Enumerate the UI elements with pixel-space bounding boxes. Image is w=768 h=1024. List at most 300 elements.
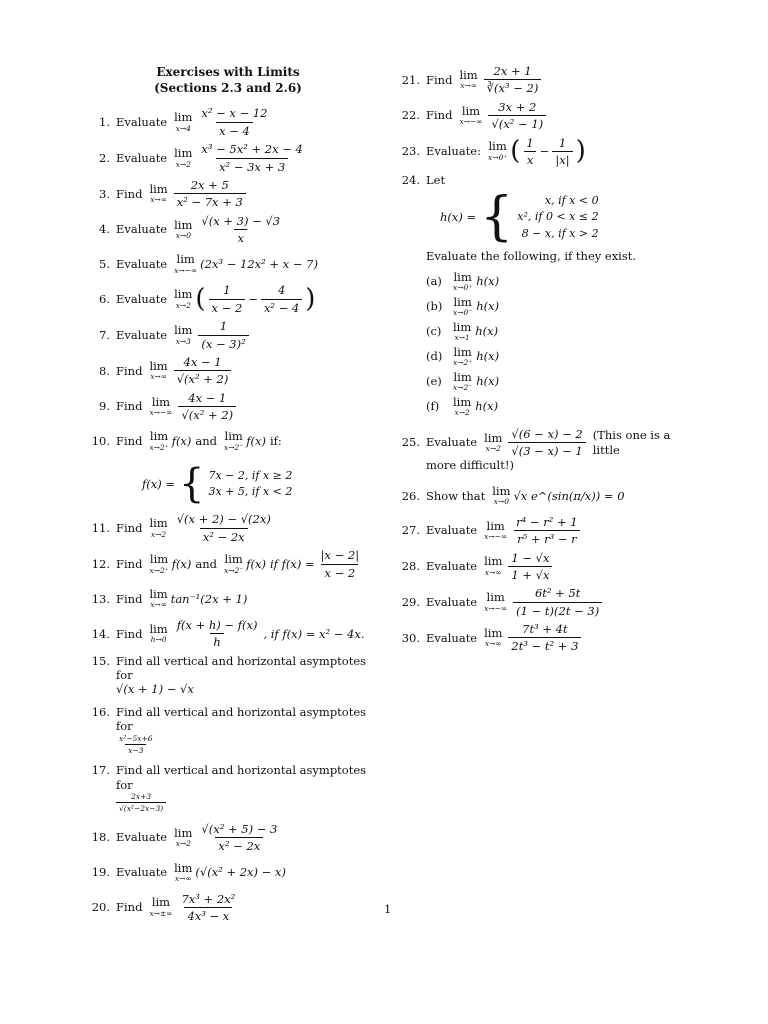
exercise-verb: Find [116, 591, 143, 606]
numerator: r⁴ − r² + 1 [516, 514, 578, 529]
limit-operator [174, 325, 192, 345]
limit-operator [224, 554, 243, 574]
exercise-verb: Find [426, 108, 453, 123]
exercise-15 [88, 654, 388, 697]
exercise-number: 20. [91, 900, 110, 915]
denominator: x − 2 [321, 564, 358, 580]
limit-operator [484, 592, 507, 612]
lim-text: lim [149, 181, 168, 196]
exercise-verb: Evaluate [116, 292, 168, 307]
sub-question-b [426, 295, 698, 319]
exercise-10 [88, 426, 388, 508]
lim-text: lim [149, 358, 168, 373]
exercise-number: 16. [91, 704, 110, 719]
limit-subscript: x→∞ [484, 567, 502, 577]
lim-text: lim [484, 625, 503, 640]
right-paren: ) [575, 136, 586, 167]
limit-operator [149, 897, 172, 917]
exercise-24 [398, 171, 698, 418]
exercise-number: 1. [99, 115, 110, 130]
limit-operator [453, 369, 473, 393]
numerator: 2x + 5 [190, 177, 229, 192]
fraction [174, 355, 232, 387]
limit-operator [149, 394, 173, 417]
exercise-number: 29. [401, 594, 420, 609]
function-expr: f(x) [171, 556, 192, 571]
limit-operator [174, 148, 192, 168]
lim-text: lim [224, 552, 243, 566]
exercise-verb: Show that [426, 488, 486, 503]
limit-subscript: x→2⁻ [224, 565, 244, 575]
function-expr: f(x) [246, 556, 266, 571]
fraction [484, 64, 542, 96]
denominator: √(x² − 1) [488, 115, 546, 131]
case-2: 3x + 5, if x < 2 [208, 485, 293, 499]
denominator: x² − 7x + 3 [174, 193, 246, 209]
exercise-verb: Find [116, 626, 143, 641]
fraction [513, 586, 602, 618]
numerator: x²−5x+6 [119, 733, 153, 743]
limit-operator [174, 289, 192, 309]
function-expr: f(x) [246, 434, 266, 449]
denominator: x−3 [125, 744, 146, 755]
numerator: 4 [277, 283, 286, 298]
limit-subscript: x→−∞ [174, 265, 198, 275]
sub-question-list [426, 270, 698, 419]
exercise-prompt: Evaluate the following, if they exist. [426, 249, 637, 264]
fraction [174, 618, 261, 650]
lim-text: lim [174, 825, 193, 840]
function-expr: h(x) [476, 274, 500, 289]
denominator: x² − 3x + 3 [216, 158, 288, 174]
fraction [508, 622, 581, 654]
piecewise-function [142, 461, 388, 508]
fraction [174, 178, 246, 210]
left-paren: ( [195, 284, 206, 315]
limit-operator [174, 825, 193, 849]
limit-subscript: x→2⁺ [453, 358, 473, 368]
exercise-3 [88, 178, 388, 210]
lim-text: lim [224, 429, 243, 444]
fraction [508, 551, 552, 583]
right-paren: ) [305, 284, 316, 315]
function-expr: h(x) [476, 349, 500, 364]
limit-operator [149, 181, 168, 205]
expression: √x e^(sin(π/x)) = 0 [513, 488, 625, 503]
limit-operator [453, 294, 473, 318]
sub-question-e [426, 370, 698, 394]
fraction [261, 283, 302, 315]
limit-subscript: x→4 [175, 123, 191, 133]
fraction [198, 142, 305, 174]
limit-subscript: x→2⁻ [224, 442, 244, 452]
left-brace: { [179, 461, 205, 508]
exercise-verb: Evaluate [426, 559, 478, 574]
limit-operator [224, 431, 243, 451]
exercise-number: 27. [401, 523, 420, 538]
exercise-verb: Find [116, 399, 143, 414]
conjunction: and [195, 434, 218, 449]
exercise-number: 14. [91, 626, 110, 641]
exercise-number: 17. [91, 763, 110, 778]
note-text-continued: more difficult!) [426, 458, 514, 473]
exercise-verb: Find [116, 434, 143, 449]
exercise-18 [88, 822, 388, 854]
denominator: x − 2 [209, 299, 246, 315]
title-line-2: (Sections 2.3 and 2.6) [154, 81, 302, 96]
limit-subscript: x→±∞ [149, 908, 173, 918]
fraction [198, 106, 270, 138]
limit-operator [174, 217, 193, 240]
exercise-verb: Evaluate [116, 150, 168, 165]
cases [208, 468, 292, 501]
limit-subscript: x→3 [175, 336, 191, 346]
exercise-number: 30. [401, 630, 420, 645]
exercise-10-statement [88, 426, 388, 456]
denominator: x [234, 229, 247, 245]
lim-text: lim [486, 590, 505, 605]
exercise-number: 18. [91, 830, 110, 845]
sub-question-c [426, 320, 698, 344]
limit-operator [459, 103, 483, 127]
exercise-6 [88, 283, 388, 315]
limit-subscript: x→0⁺ [453, 283, 473, 293]
limit-subscript: x→0⁺ [488, 152, 508, 162]
numerator: 7t³ + 4t [522, 622, 568, 636]
denominator: √(x²−2x−3) [116, 802, 166, 813]
exercise-29 [398, 586, 698, 618]
denominator: x² − 4 [261, 299, 302, 315]
sub-label: (b) [426, 299, 443, 314]
limit-subscript: x→∞ [460, 81, 477, 91]
numerator: 2x+3 [131, 792, 152, 801]
exercise-verb: Evaluate: [426, 144, 481, 159]
limit-operator [149, 586, 168, 610]
exercise-number: 8. [99, 363, 110, 378]
expression: (2x³ − 12x² + x − 7) [200, 257, 318, 272]
exercise-verb: Find [116, 363, 143, 378]
lim-text: lim [174, 146, 193, 160]
title-line-1: Exercises with Limits [156, 65, 300, 79]
exercise-number: 9. [99, 399, 110, 414]
lim-text: lim [174, 110, 193, 125]
operator: − [539, 144, 550, 159]
exercise-number: 13. [91, 591, 110, 606]
fraction [552, 136, 572, 168]
exercise-17 [88, 763, 388, 814]
exercise-26 [398, 481, 698, 511]
limit-subscript: x→−∞ [149, 408, 173, 417]
lim-text: lim [149, 552, 169, 566]
left-paren: ( [510, 136, 521, 167]
exercise-verb: Let [426, 173, 446, 188]
note-text: (This one is a little [592, 428, 671, 457]
exercise-body [116, 705, 384, 756]
limit-operator [149, 621, 168, 645]
limit-operator [149, 431, 168, 451]
case-1: x, if x < 0 [544, 193, 599, 207]
exercise-number: 25. [401, 435, 420, 450]
limit-operator [149, 518, 167, 538]
limit-subscript: x→−∞ [459, 117, 483, 127]
limit-operator [484, 556, 502, 576]
numerator: 1 − √x [511, 550, 550, 565]
exercise-11 [88, 512, 388, 544]
sub-label: (a) [426, 274, 442, 289]
sub-question-d [426, 345, 698, 369]
denominator: 4x³ − x [184, 907, 232, 923]
exercise-number: 15. [91, 653, 110, 668]
numerator: 3x + 2 [498, 99, 537, 114]
page-number: 1 [384, 902, 392, 916]
limit-subscript: x→0⁻ [453, 308, 473, 318]
fraction [116, 792, 166, 814]
exercise-number: 7. [99, 327, 110, 342]
right-column [398, 64, 698, 658]
limit-operator [484, 518, 508, 542]
denominator: √(x² + 2) [174, 370, 232, 386]
lim-text: lim [174, 860, 193, 875]
lim-text: lim [484, 554, 503, 569]
sub-label: (c) [426, 324, 442, 339]
numerator: 1 [223, 283, 231, 298]
lim-text: lim [174, 217, 193, 232]
fraction [488, 100, 546, 132]
lim-text: lim [486, 518, 505, 533]
fraction [198, 822, 280, 854]
case-3: 8 − x, if x > 2 [521, 226, 599, 240]
piecewise-function [440, 187, 698, 248]
limit-subscript: x→−∞ [484, 603, 508, 613]
exercise-28 [398, 551, 698, 583]
denominator: h [210, 633, 223, 649]
fraction [198, 319, 248, 351]
denominator: (x − 3)² [198, 335, 248, 351]
denominator: ∛(x³ − 2) [484, 79, 542, 95]
lim-text: lim [453, 269, 472, 284]
left-column [88, 64, 388, 927]
exercise-number: 5. [99, 257, 110, 272]
trailing-text: if: [270, 434, 282, 449]
exercise-verb: Evaluate [116, 865, 168, 880]
conjunction: and [195, 556, 218, 571]
exercise-number: 24. [401, 173, 420, 188]
denominator: (1 − t)(2t − 3) [513, 602, 602, 618]
fraction [513, 515, 580, 547]
denominator: |x| [552, 151, 572, 167]
limit-subscript: x→2 [150, 529, 167, 539]
exercise-verb: Evaluate [116, 222, 168, 237]
limit-subscript: x→0 [175, 231, 191, 240]
denominator: x [524, 151, 537, 167]
limit-operator [453, 344, 473, 368]
lim-text: lim [151, 895, 171, 910]
condition-text: if f(x) = [270, 556, 315, 571]
denominator: r⁵ + r³ − r [514, 530, 580, 546]
expression: (√(x² + 2x) − x) [195, 865, 286, 880]
exercise-number: 26. [401, 488, 420, 503]
exercise-body [116, 763, 384, 814]
numerator: √(x + 2) − √(2x) [176, 512, 271, 527]
limit-operator [484, 625, 503, 649]
exercise-25-statement [398, 427, 698, 459]
denominator: x − 4 [216, 122, 253, 138]
case-2: x², if 0 < x ≤ 2 [517, 210, 599, 223]
exercise-number: 11. [91, 521, 110, 536]
numerator: 1 [526, 135, 534, 150]
denominator: 2t³ − t² + 3 [508, 637, 581, 653]
lim-text: lim [149, 429, 169, 444]
denominator: √(3 − x) − 1 [508, 442, 585, 458]
exercise-9 [88, 391, 388, 423]
function-expr: h(x) [476, 374, 500, 389]
exercise-13 [88, 584, 388, 614]
limit-subscript: x→∞ [150, 195, 167, 205]
lim-text: lim [453, 369, 472, 384]
exercise-4 [88, 214, 388, 246]
limit-subscript: h→0 [150, 635, 167, 645]
numerator: 6t² + 5t [534, 586, 581, 601]
numerator: √(x + 3) − √3 [201, 213, 281, 228]
exercise-25 [398, 427, 698, 473]
lim-text: lim [459, 67, 478, 82]
numerator: 2x + 1 [493, 64, 532, 78]
limit-subscript: x→∞ [150, 372, 167, 382]
exercise-12 [88, 548, 388, 580]
sub-label: (d) [426, 349, 443, 364]
denominator: √(x² + 2) [178, 406, 236, 422]
left-brace: { [480, 187, 514, 248]
exercise-text: Find all vertical and horizontal asymptotes for [116, 653, 367, 682]
exercise-number: 4. [99, 222, 110, 237]
exercise-verb: Evaluate [426, 523, 478, 538]
limit-subscript: x→−∞ [484, 532, 508, 542]
exercise-body [116, 654, 384, 697]
limit-subscript: x→2⁺ [149, 565, 169, 575]
expression: tan⁻¹(2x + 1) [170, 591, 248, 606]
function-expr: h(x) [475, 399, 499, 414]
numerator: 4x − 1 [188, 390, 227, 405]
fraction [318, 548, 363, 580]
exercise-verb: Find [116, 556, 143, 571]
function-expr: h(x) [476, 299, 500, 314]
exercise-22 [398, 100, 698, 132]
lim-text: lim [488, 139, 507, 154]
denominator: x² − 2x [200, 528, 248, 544]
limit-subscript: x→2 [485, 444, 501, 453]
limit-subscript: x→∞ [174, 874, 192, 883]
denominator: x² − 2x [215, 837, 263, 853]
exercise-8 [88, 355, 388, 387]
exercise-1 [88, 106, 388, 138]
limit-subscript: x→2 [175, 839, 191, 849]
lim-text: lim [492, 483, 511, 498]
function-label: f(x) = [142, 477, 176, 492]
lim-text: lim [174, 323, 193, 337]
exercise-verb: Evaluate [426, 435, 478, 450]
condition-text: , if f(x) = x² − 4x. [263, 626, 365, 641]
fraction [508, 427, 585, 459]
exercise-21 [398, 64, 698, 96]
numerator: 1 [219, 319, 228, 334]
limit-operator [453, 319, 472, 343]
exercise-number: 21. [401, 72, 420, 87]
exercise-verb: Evaluate [426, 630, 478, 645]
lim-text: lim [453, 394, 472, 409]
lim-text: lim [174, 287, 193, 302]
limit-operator [174, 112, 192, 132]
fraction [523, 136, 536, 168]
numerator: |x − 2| [320, 548, 360, 563]
exercise-19 [88, 858, 388, 888]
lim-text: lim [453, 319, 472, 334]
limit-operator [459, 67, 478, 91]
exercise-number: 6. [99, 292, 110, 307]
lim-text: lim [149, 586, 168, 601]
exercise-text: Find all vertical and horizontal asymptotes for [116, 704, 367, 734]
denominator: 1 + √x [508, 566, 552, 582]
lim-text: lim [176, 252, 195, 267]
fraction [209, 283, 246, 315]
exercise-23 [398, 136, 698, 168]
operator: − [248, 292, 258, 307]
exercise-verb: Evaluate [116, 257, 168, 272]
exercise-number: 28. [401, 559, 420, 574]
exercise-verb: Evaluate [426, 594, 478, 609]
exercise-5 [88, 249, 388, 279]
exercise-7 [88, 319, 388, 351]
exercise-number: 19. [91, 865, 110, 880]
numerator: 4x − 1 [183, 354, 222, 369]
numerator: x² − x − 12 [201, 106, 268, 121]
exercise-number: 23. [401, 144, 420, 159]
limit-operator [492, 483, 511, 507]
limit-subscript: x→1 [454, 333, 470, 343]
lim-text: lim [151, 394, 171, 409]
limit-operator [484, 430, 503, 453]
expression: √(x + 1) − √x [116, 682, 194, 697]
sub-label: (e) [426, 374, 442, 389]
exercise-number: 12. [91, 556, 110, 571]
exercise-verb: Evaluate [116, 115, 168, 130]
numerator: √(x² + 5) − 3 [201, 821, 278, 836]
numerator: f(x + h) − f(x) [176, 617, 258, 632]
document-title [68, 64, 388, 96]
exercise-verb: Find [116, 186, 143, 201]
limit-subscript: x→2 [454, 408, 470, 418]
limit-subscript: x→0 [493, 497, 509, 507]
exercise-text: Find all vertical and horizontal asymptotes for [116, 763, 367, 792]
limit-subscript: x→2⁺ [149, 442, 169, 452]
limit-subscript: x→∞ [150, 600, 167, 610]
numerator: √(6 − x) − 2 [511, 426, 583, 441]
exercise-verb: Find [116, 900, 143, 915]
exercise-number: 22. [401, 108, 420, 123]
exercise-verb: Find [116, 521, 143, 536]
exercise-verb: Evaluate [116, 327, 168, 342]
exercise-2 [88, 142, 388, 174]
limit-operator [149, 358, 168, 382]
case-1: 7x − 2, if x ≥ 2 [208, 468, 293, 482]
exercise-number: 3. [99, 186, 110, 201]
fraction [116, 734, 156, 756]
limit-operator [453, 394, 472, 418]
exercise-verb: Find [426, 72, 453, 87]
exercise-number: 2. [99, 150, 110, 165]
lim-text: lim [149, 516, 168, 531]
lim-text: lim [453, 294, 472, 309]
function-expr: h(x) [475, 324, 499, 339]
